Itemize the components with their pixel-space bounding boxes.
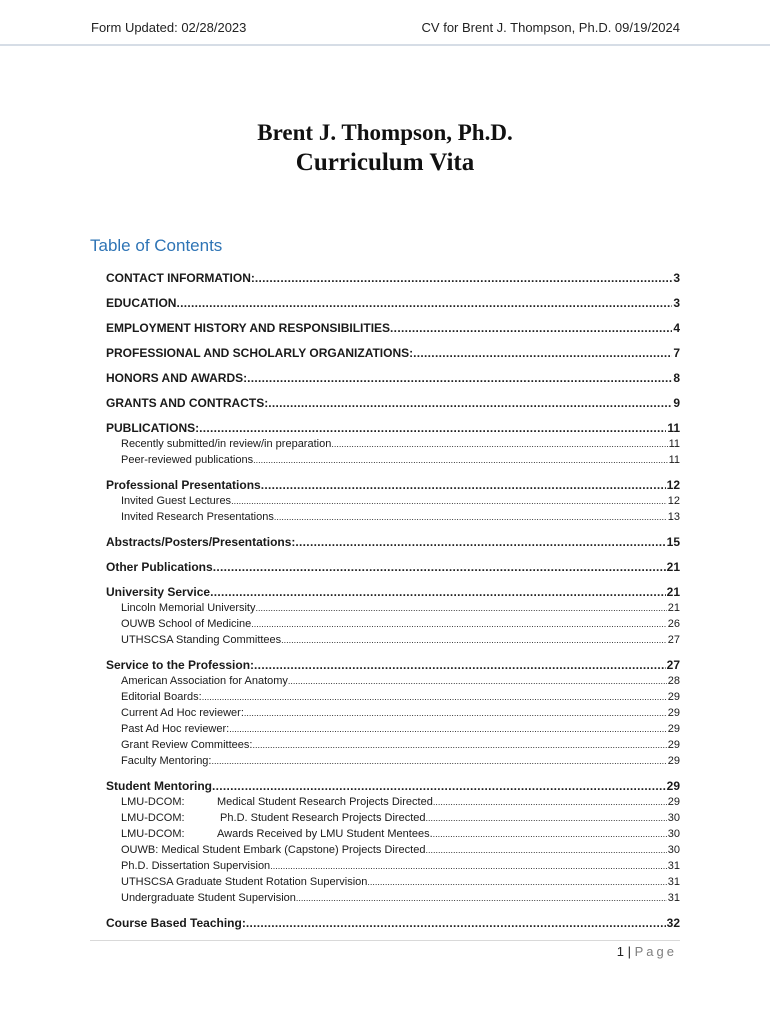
toc-entry-label: Other Publications xyxy=(106,560,213,574)
toc-entry-page: 9 xyxy=(673,396,680,410)
toc-dot-leader xyxy=(296,890,667,906)
toc-entry-page: 29 xyxy=(667,691,680,703)
toc-subsection-entry[interactable] xyxy=(106,673,680,689)
toc-section-entry[interactable] xyxy=(106,657,680,673)
toc-entry-label xyxy=(121,794,433,810)
toc-dot-leader xyxy=(255,270,672,286)
toc-entry-label: University Service xyxy=(106,585,211,599)
toc-spacer xyxy=(106,550,680,559)
toc-entry-page: 12 xyxy=(667,495,680,507)
toc-heading: Table of Contents xyxy=(90,236,223,255)
toc-spacer xyxy=(106,525,680,534)
toc-entry-label: Past Ad Hoc reviewer: xyxy=(121,723,230,735)
toc-entry-label xyxy=(121,826,433,842)
toc-dot-leader xyxy=(268,395,672,411)
toc-section-entry[interactable] xyxy=(106,295,680,311)
toc-dot-leader xyxy=(274,509,667,525)
toc-dot-leader xyxy=(202,689,667,705)
page-footer xyxy=(617,944,677,959)
toc-dot-leader xyxy=(212,778,666,794)
toc-entry-label: Undergraduate Student Supervision xyxy=(121,892,296,904)
toc-entry-label: Faculty Mentoring: xyxy=(121,755,212,767)
toc-section-entry[interactable] xyxy=(106,395,680,411)
toc-entry-page: 8 xyxy=(673,371,680,385)
toc-entry-label: Professional Presentations xyxy=(106,478,261,492)
toc-subsection-entry[interactable] xyxy=(106,452,680,468)
page-word: Page xyxy=(634,944,677,959)
toc-spacer xyxy=(106,336,680,345)
toc-entry-label: EMPLOYMENT HISTORY AND RESPONSIBILITIES xyxy=(106,321,391,335)
toc-subsection-entry[interactable] xyxy=(106,737,680,753)
toc-dot-leader xyxy=(231,493,667,509)
toc-section-entry[interactable] xyxy=(106,345,680,361)
toc-entry-prefix: LMU-DCOM: xyxy=(121,812,185,824)
toc-entry-text: Medical Student Research Projects Directed xyxy=(217,796,433,808)
toc-entry-label: PROFESSIONAL AND SCHOLARLY ORGANIZATIONS: xyxy=(106,346,414,360)
toc-subsection-entry[interactable] xyxy=(106,600,680,616)
toc-dot-leader xyxy=(390,320,672,336)
toc-entry-page: 26 xyxy=(667,618,680,630)
toc-section-entry[interactable] xyxy=(106,420,680,436)
toc-spacer xyxy=(106,311,680,320)
toc-entry-page: 30 xyxy=(667,812,680,824)
toc-subsection-entry[interactable] xyxy=(106,689,680,705)
footer-separator: | xyxy=(627,944,631,959)
toc-entry-page: 11 xyxy=(668,438,680,450)
toc-entry-page: 12 xyxy=(666,478,680,492)
toc-entry-label xyxy=(121,810,425,826)
footer-divider xyxy=(90,940,680,941)
toc-entry-page: 29 xyxy=(667,707,680,719)
toc-entry-label: Invited Guest Lectures xyxy=(121,495,232,507)
toc-dot-leader xyxy=(251,616,667,632)
toc-spacer xyxy=(106,286,680,295)
toc-dot-leader xyxy=(425,810,666,826)
toc-entry-label: Service to the Profession: xyxy=(106,658,255,672)
toc-spacer xyxy=(106,411,680,420)
toc-entry-label: Grant Review Committees: xyxy=(121,739,253,751)
toc-entry-page: 21 xyxy=(666,585,680,599)
toc-dot-leader xyxy=(213,559,666,575)
toc-dot-leader xyxy=(270,858,667,874)
toc-dot-leader xyxy=(331,436,667,452)
toc-entry-page: 28 xyxy=(667,675,680,687)
toc-dot-leader xyxy=(433,826,667,842)
toc-entry-label: Lincoln Memorial University xyxy=(121,602,256,614)
toc-spacer xyxy=(106,575,680,584)
toc-spacer xyxy=(106,648,680,657)
toc-dot-leader xyxy=(413,345,672,361)
toc-entry-label: Invited Research Presentations xyxy=(121,511,274,523)
form-updated-date: Form Updated: 02/28/2023 xyxy=(91,20,247,35)
toc-entry-label: UTHSCSA Standing Committees xyxy=(121,634,282,646)
toc-dot-leader xyxy=(199,420,666,436)
toc-entry-label: Editorial Boards: xyxy=(121,691,202,703)
toc-entry-label: Student Mentoring xyxy=(106,779,212,793)
toc-entry-page: 21 xyxy=(666,560,680,574)
toc-entry-label: Course Based Teaching: xyxy=(106,916,246,930)
toc-entry-label: PUBLICATIONS: xyxy=(106,421,200,435)
toc-subsection-entry[interactable] xyxy=(106,493,680,509)
toc-dot-leader xyxy=(246,915,666,931)
document-author-title: Brent J. Thompson, Ph.D. xyxy=(257,120,513,145)
toc-subsection-entry[interactable] xyxy=(106,436,680,452)
toc-entry-page: 31 xyxy=(667,876,680,888)
toc-entry-label: Current Ad Hoc reviewer: xyxy=(121,707,244,719)
toc-spacer xyxy=(106,906,680,915)
toc-entry-page: 27 xyxy=(666,658,680,672)
toc-dot-leader xyxy=(244,705,667,721)
table-of-contents xyxy=(106,270,680,931)
toc-entry-page: 29 xyxy=(667,739,680,751)
toc-entry-page: 30 xyxy=(667,844,680,856)
toc-entry-page: 29 xyxy=(667,755,680,767)
toc-dot-leader xyxy=(256,600,667,616)
toc-section-entry[interactable] xyxy=(106,477,680,493)
toc-subsection-entry[interactable] xyxy=(106,874,680,890)
toc-entry-page: 3 xyxy=(673,271,680,285)
toc-subsection-entry[interactable] xyxy=(106,842,680,858)
toc-entry-prefix: LMU-DCOM: xyxy=(121,796,185,808)
toc-subsection-entry[interactable] xyxy=(106,810,680,826)
toc-entry-page: 7 xyxy=(673,346,680,360)
toc-section-entry[interactable] xyxy=(106,370,680,386)
toc-section-entry[interactable] xyxy=(106,584,680,600)
toc-dot-leader xyxy=(247,370,672,386)
toc-entry-page: 27 xyxy=(667,634,680,646)
toc-entry-page: 21 xyxy=(667,602,680,614)
toc-subsection-entry[interactable] xyxy=(106,632,680,648)
toc-entry-label: EDUCATION xyxy=(106,296,177,310)
toc-entry-text: Awards Received by LMU Student Mentees. xyxy=(217,828,433,840)
toc-subsection-entry[interactable] xyxy=(106,721,680,737)
toc-dot-leader xyxy=(433,794,667,810)
toc-entry-page: 3 xyxy=(673,296,680,310)
toc-entry-label: UTHSCSA Graduate Student Rotation Supervision xyxy=(121,876,368,888)
toc-dot-leader xyxy=(253,452,668,468)
toc-entry-page: 31 xyxy=(667,860,680,872)
toc-entry-prefix: LMU-DCOM: xyxy=(121,828,185,840)
toc-spacer xyxy=(106,386,680,395)
toc-subsection-entry[interactable] xyxy=(106,705,680,721)
toc-subsection-entry[interactable] xyxy=(106,794,680,810)
toc-dot-leader xyxy=(229,721,667,737)
toc-entry-page: 32 xyxy=(666,916,680,930)
toc-dot-leader xyxy=(295,534,665,550)
toc-section-entry[interactable] xyxy=(106,270,680,286)
toc-entry-page: 13 xyxy=(667,511,680,523)
toc-entry-label: Peer-reviewed publications xyxy=(121,454,254,466)
toc-section-entry[interactable] xyxy=(106,915,680,931)
toc-entry-page: 29 xyxy=(666,779,680,793)
toc-entry-page: 11 xyxy=(668,454,680,466)
toc-entry-page: 11 xyxy=(667,421,680,435)
toc-entry-page: 15 xyxy=(666,535,680,549)
cv-title-date: CV for Brent J. Thompson, Ph.D. 09/19/2024 xyxy=(421,20,680,35)
toc-entry-label: GRANTS AND CONTRACTS: xyxy=(106,396,269,410)
toc-section-entry[interactable] xyxy=(106,320,680,336)
toc-spacer xyxy=(106,361,680,370)
toc-dot-leader xyxy=(254,657,666,673)
toc-entry-text: Ph.D. Student Research Projects Directed xyxy=(217,812,426,824)
toc-dot-leader xyxy=(425,842,666,858)
toc-entry-label: Ph.D. Dissertation Supervision xyxy=(121,860,271,872)
toc-spacer xyxy=(106,769,680,778)
toc-spacer xyxy=(106,468,680,477)
toc-section-entry[interactable] xyxy=(106,778,680,794)
toc-entry-page: 4 xyxy=(673,321,680,335)
toc-entry-label: OUWB: Medical Student Embark (Capstone) Projects Directed xyxy=(121,844,426,856)
toc-section-entry[interactable] xyxy=(106,534,680,550)
toc-entry-page: 29 xyxy=(667,796,680,808)
toc-subsection-entry[interactable] xyxy=(106,753,680,769)
toc-dot-leader xyxy=(281,632,667,648)
page-number: 1 xyxy=(616,944,624,959)
toc-subsection-entry[interactable] xyxy=(106,858,680,874)
toc-dot-leader xyxy=(252,737,666,753)
document-subtitle: Curriculum Vita xyxy=(295,149,475,176)
toc-entry-label: Abstracts/Posters/Presentations: xyxy=(106,535,296,549)
toc-entry-label: CONTACT INFORMATION: xyxy=(106,271,255,285)
toc-dot-leader xyxy=(211,753,666,769)
toc-dot-leader xyxy=(176,295,672,311)
toc-dot-leader xyxy=(367,874,666,890)
toc-subsection-entry[interactable] xyxy=(106,509,680,525)
toc-entry-label: OUWB School of Medicine xyxy=(121,618,252,630)
toc-subsection-entry[interactable] xyxy=(106,890,680,906)
toc-entry-label: Recently submitted/in review/in preparation xyxy=(121,438,332,450)
toc-entry-label: HONORS AND AWARDS: xyxy=(106,371,248,385)
page-header xyxy=(0,0,770,46)
toc-subsection-entry[interactable] xyxy=(106,826,680,842)
toc-dot-leader xyxy=(288,673,667,689)
toc-subsection-entry[interactable] xyxy=(106,616,680,632)
toc-dot-leader xyxy=(210,584,666,600)
toc-dot-leader xyxy=(261,477,666,493)
toc-entry-page: 31 xyxy=(667,892,680,904)
toc-section-entry[interactable] xyxy=(106,559,680,575)
toc-entry-page: 29 xyxy=(667,723,680,735)
toc-entry-page: 30 xyxy=(667,828,680,840)
toc-entry-label: American Association for Anatomy xyxy=(121,675,288,687)
